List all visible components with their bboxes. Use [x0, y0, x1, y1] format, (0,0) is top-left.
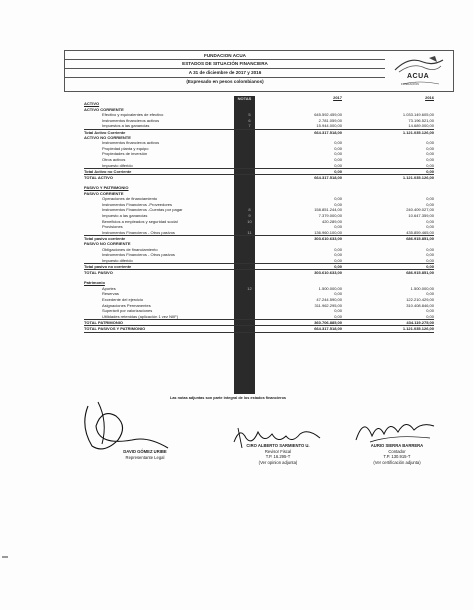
row-label: Superávit por valorizaciones: [102, 308, 153, 314]
note-number: 5: [248, 112, 251, 118]
logo-subtext: FUNDACIÓN: [401, 82, 419, 86]
row-label: Operaciones de financiamiento: [102, 196, 158, 202]
row-label: ACTIVO NO CORRIENTE: [84, 134, 131, 140]
header-divider: [65, 59, 385, 60]
note-number: 11: [247, 229, 252, 235]
row-label: Utilidades retenidas (aplicación 1 vez NIIF): [102, 313, 179, 319]
value-2017: 15.944.000,00: [316, 123, 342, 129]
value-2016: 1.121.035.126,00: [402, 174, 434, 180]
value-2016: 310.408.846,00: [406, 302, 434, 308]
signer-role: Representante Legal: [125, 454, 165, 460]
value-2017: 0,00: [334, 151, 342, 157]
row-label: Reservas: [102, 291, 119, 297]
value-2017: 1.500.000,00: [318, 285, 342, 291]
signature-block-fiscal: [228, 443, 328, 465]
value-2017: 7.379.000,00: [318, 213, 342, 218]
value-2017: 0,00: [334, 246, 342, 252]
value-2017: 0,00: [334, 313, 342, 319]
value-2017: 311.962.295,00: [314, 302, 342, 308]
value-2016: 435.859.465,00: [406, 229, 434, 235]
value-2017: 0,00: [334, 264, 342, 270]
row-label: TOTAL ACTIVO: [84, 174, 113, 180]
row-label: Beneficios a empleados y seguridad social: [102, 218, 178, 224]
value-2017: 158.851.244,00: [314, 207, 342, 213]
value-2016: 0,00: [426, 264, 434, 270]
row-label: Otros activos: [102, 157, 126, 162]
row-label: Total Activo Corriente: [84, 130, 126, 135]
value-2017: 0,00: [334, 169, 342, 175]
value-2016: 122.210.429,00: [406, 297, 434, 302]
value-2017: 0,00: [334, 162, 342, 168]
row-label: Total pasivo corriente: [84, 236, 126, 242]
signer-note: (Ver certificación adjunta): [373, 459, 421, 465]
value-2016: 0,00: [426, 169, 434, 175]
note-number: 10: [247, 218, 252, 224]
value-2016: 434.119.275,00: [406, 320, 434, 326]
value-2017: 664.317.518,00: [314, 326, 342, 331]
scan-artifact: [2, 556, 8, 558]
signer-name: CIRO ALBERTO SARMIENTO U.: [246, 443, 310, 448]
signer-role: Contador: [388, 448, 406, 454]
note-number: 8: [248, 207, 251, 213]
value-2016: 1.033.149.605,00: [402, 112, 434, 118]
row-label: Patrimonio: [84, 280, 105, 286]
row-label: TOTAL PATRIMONIO: [84, 320, 123, 326]
note-number: 9: [248, 213, 251, 218]
value-2017: 360.706.885,00: [314, 320, 342, 326]
value-2017: 0,00: [334, 257, 342, 263]
row-label: PASIVO Y PATRIMONIO: [84, 185, 129, 190]
value-2016: 10.647.359,00: [408, 213, 434, 218]
signer-name: AURIO SIERRA BARRERA: [370, 443, 424, 448]
value-2016: 686.915.851,00: [406, 236, 434, 242]
value-2017: 303.610.633,00: [314, 236, 342, 242]
row-label: Impuestos a las ganancias: [102, 123, 150, 129]
value-2016: 1.500.000,00: [410, 285, 434, 291]
row-label: PASIVO CORRIENTE: [84, 190, 124, 196]
signer-license: T.P. 16.295-T: [265, 454, 291, 459]
statement-header: [64, 50, 454, 92]
value-2017: 0,00: [334, 224, 342, 230]
org-name: FUNDACION ACUA: [204, 53, 246, 58]
acua-logo: [389, 54, 447, 88]
value-2016: 0,00: [426, 257, 434, 263]
value-2016: 0,00: [426, 313, 434, 319]
row-label: Aportes: [102, 285, 116, 291]
signer-license: T.P. 130.915-T: [383, 454, 411, 459]
row-label: Instrumentos financieros activos: [102, 117, 160, 123]
row-label: Impuesto diferido: [102, 257, 133, 263]
value-2017: 0,00: [334, 157, 342, 162]
row-label: Instrumentos Financieros - Otros pasivos: [102, 229, 175, 235]
value-2017: 136.960.100,00: [314, 229, 342, 235]
value-2017: 420.289,00: [321, 218, 342, 224]
value-2017: 0,00: [334, 145, 342, 151]
value-2016: 686.915.851,00: [406, 270, 434, 275]
row-label: Impuesto a las ganancias: [102, 213, 148, 218]
value-2017: 645.592.459,00: [314, 112, 342, 118]
note-number: 7: [248, 123, 251, 129]
row-label: Excedente del ejercicio: [102, 297, 144, 302]
signer-role: Revisor Fiscal: [264, 448, 292, 454]
value-2016: 0,00: [426, 151, 434, 157]
value-2016: 0,00: [426, 246, 434, 252]
value-2016: 73.196.521,00: [408, 117, 434, 123]
value-2017: 303.610.633,00: [314, 270, 342, 275]
row-label: Efectivo y equivalentes de efectivo: [102, 112, 164, 118]
value-2016: 1.121.035.126,00: [402, 326, 434, 331]
value-2016: 240.409.027,00: [406, 207, 434, 213]
row-label: Obligaciones de financiamiento: [102, 246, 158, 252]
currency-note: (Expresado en pesos colombianos): [186, 79, 264, 84]
value-2017: 0,00: [334, 196, 342, 202]
signature-block-legal: [100, 449, 190, 460]
value-2016: 14.689.000,00: [408, 123, 434, 129]
value-2017: 0,00: [334, 201, 342, 207]
note-number: 12: [247, 285, 252, 291]
row-label: Total pasivo no corriente: [84, 264, 132, 270]
value-2016: 0,00: [426, 162, 434, 168]
row-label: Asignaciones Permanentes: [102, 302, 151, 308]
value-2017: 664.317.518,00: [314, 174, 342, 180]
value-2016: 0,00: [426, 224, 434, 230]
row-label: Propiedad planta y equipo: [102, 145, 149, 151]
value-2016: 0,00: [426, 308, 434, 314]
note-number: 6: [248, 117, 251, 123]
row-label: Propiedades de inversión: [102, 151, 148, 157]
value-2016: 0,00: [426, 145, 434, 151]
value-2016: 1.121.035.126,00: [402, 130, 434, 135]
row-label: TOTAL PASIVO: [84, 270, 113, 275]
year-2016-header: 2016: [425, 95, 434, 100]
header-divider: [65, 68, 385, 69]
value-2017: 2.781.059,00: [318, 117, 342, 123]
value-2016: 0,00: [426, 291, 434, 297]
row-label: Instrumentos financieros activos: [102, 140, 160, 146]
signer-note: (Ver opinion adjunta): [258, 459, 298, 465]
value-2016: 0,00: [426, 201, 434, 207]
notas-header: NOTAS: [237, 96, 252, 101]
value-2017: 0,00: [334, 291, 342, 297]
value-2016: 0,00: [426, 140, 434, 146]
year-2017-header: 2017: [333, 95, 342, 100]
statement-title: ESTADOS DE SITUACIÓN FINANCIERA: [182, 61, 268, 66]
row-label: Instrumentos Financieros -Proveedores: [102, 201, 173, 207]
row-label: Impuesto diferido: [102, 162, 133, 168]
footnote: Las notas adjuntas son parte integral de los estados financieros: [170, 396, 287, 400]
signature-block-accountant: [352, 443, 442, 465]
statement-period: A 31 de diciembre de 2017 y 2016: [188, 70, 262, 75]
signer-name: DAVID GÓMEZ URIBE: [123, 449, 167, 454]
value-2017: 664.317.518,00: [314, 130, 342, 135]
row-label: Provisiones: [102, 224, 123, 230]
row-label: ACTIVO CORRIENTE: [84, 106, 124, 112]
value-2016: 0,00: [426, 157, 434, 162]
row-label: TOTAL PASIVOS Y PATRIMONIO: [84, 326, 146, 331]
value-2016: 0,00: [426, 218, 434, 224]
table-row: [84, 325, 434, 333]
value-2016: 0,00: [426, 196, 434, 202]
value-2016: 0,00: [426, 252, 434, 258]
row-label: ACTIVO: [84, 101, 100, 106]
row-label: PASIVO NO CORRIENTE: [84, 241, 131, 246]
logo-text: ACUA: [407, 73, 430, 80]
value-2017: 0,00: [334, 140, 342, 146]
value-2017: 0,00: [334, 308, 342, 314]
header-divider: [65, 77, 385, 78]
row-label: Total Activo no Corriente: [84, 169, 132, 175]
value-2017: 47.244.590,00: [316, 297, 342, 302]
value-2017: 0,00: [334, 252, 342, 258]
row-label: Instrumentos Financieros - Otros pasivos: [102, 252, 175, 258]
row-label: Instrumentos Financieros -Cuentas por pagar: [102, 207, 183, 213]
